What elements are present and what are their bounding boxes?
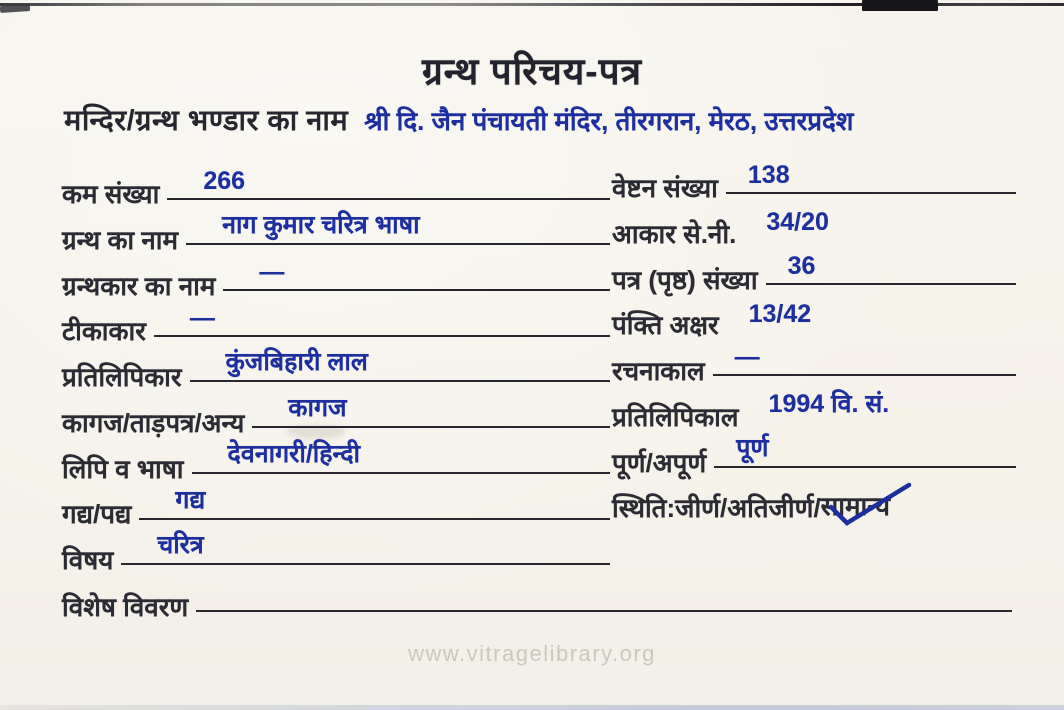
field-row [62,300,610,346]
left-field-column [62,163,610,574]
field-value: कागज [288,394,347,423]
field-rule [714,433,1016,468]
field-label: लिपि व भाषा [62,453,184,484]
field-row [612,340,1016,386]
field-row [62,346,610,392]
field-rule [726,160,1016,194]
status-option-label: सामान्य [820,490,891,521]
field-label: ग्रन्थकार का नाम [62,270,216,301]
scan-edge-bottom [0,705,1064,710]
field-label: प्रतिलिपिकार [62,362,182,393]
field-value: 266 [203,166,246,195]
field-row [612,157,1016,203]
field-value: कुंजबिहारी लाल [225,348,368,377]
field-rule [252,394,610,428]
field-value: 36 [787,252,816,281]
check-mark-icon [813,479,933,527]
field-row [62,529,610,575]
scan-mark-left [0,4,30,13]
field-row [62,437,610,483]
field-value: 1994 वि. सं. [768,390,890,419]
field-row [62,254,610,300]
page-title: ग्रन्थ परिचय-पत्र [421,51,643,92]
field-label: प्रतिलिपिकाल [612,401,739,432]
field-label: कागज/ताड़पत्र/अन्य [62,407,245,438]
field-rule [192,439,610,474]
field-rule [139,485,610,520]
field-label: रचनाकाल [612,356,705,387]
field-value: 13/42 [748,299,812,328]
field-label: विषय [62,544,114,575]
field-rule [121,531,610,565]
field-row [612,385,1016,431]
field-label: गद्य/पद्य [62,499,132,530]
field-label: विशेष विवरण [62,591,189,622]
field-rule [186,211,610,245]
field-row [62,391,610,437]
field-value: गद्य [175,485,206,514]
field-row [612,248,1016,294]
temple-name-field [64,100,1044,139]
field-value: पूर्ण [736,433,769,462]
field-rule [196,610,1012,612]
watermark: www.vitragelibrary.org [408,641,656,666]
field-rule [223,258,610,291]
temple-name-label: मन्दिर/ग्रन्थ भण्डार का नाम [64,105,349,137]
right-field-column [612,157,1016,523]
field-row [612,294,1016,340]
field-rule [713,343,1016,376]
field-value: चरित्र [157,531,204,560]
field-row [62,483,610,529]
field-value: — [734,343,760,372]
field-rule [766,252,1016,285]
field-label: आकार से.नी. [612,219,737,250]
field-value: — [189,303,215,332]
field-rule [167,166,610,200]
field-value: 34/20 [766,208,829,237]
field-label: पंक्ति अक्षर [612,310,719,341]
field-rule [154,303,610,337]
field-row [612,477,1016,523]
field-row [612,203,1016,249]
field-rule [190,348,610,382]
field-value: — [259,258,285,287]
field-value: 138 [747,160,790,189]
field-label: कम संख्या [62,179,160,210]
field-row [62,163,610,209]
field-label: ग्रन्थ का नाम [62,225,179,256]
temple-name-value: श्री दि. जैन पंचायती मंदिर, तीरगरान, मेरठ, उत्तरप्रदेश [364,106,854,136]
status-checked-option [821,487,890,523]
field-label: टीकाकार [62,316,146,347]
field-label: वेष्टन संख्या [612,173,718,204]
field-value: नाग कुमार चरित्र भाषा [222,211,420,240]
field-row [62,209,610,255]
field-label: स्थिति:जीर्ण/अतिजीर्ण/ [612,493,821,524]
special-details-field [62,575,1012,621]
field-row [612,431,1016,477]
scan-mark-right [862,0,938,11]
field-label: पूर्ण/अपूर्ण [612,447,707,478]
field-label: पत्र (पृष्ठ) संख्या [612,264,758,295]
field-value: देवनागरी/हिन्दी [227,439,361,468]
